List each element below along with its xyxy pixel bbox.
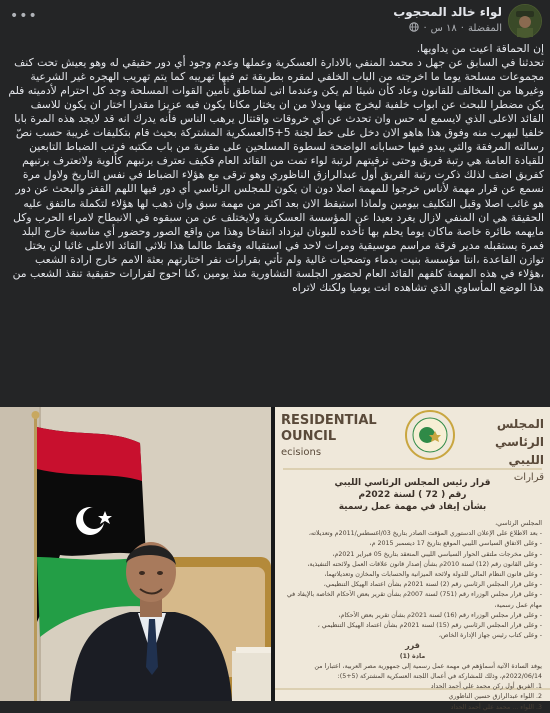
doc-header-en-line: OUNCIL [281,429,337,444]
doc-name-line: 2. اللواء عبدالرازق حسين الناظوري [448,693,542,701]
doc-body-line: - وعلى كتاب رئيس جهاز الإدارة الخاص، [438,632,542,640]
doc-article-text: يوفد السادة الآتية أسماؤهم في مهمة عمل رسمية إلى جمهورية مصر العربية، اعتبارا من 2022/06/14م، وذلك للمشاركة في أعمال اللجنة العسكرية المشتركة (5+5): [314,662,542,681]
doc-header-en-line: RESIDENTIAL [281,413,377,428]
doc-decides: قرر [405,641,420,651]
post-header [0,0,550,40]
globe-icon [409,22,419,35]
doc-name-line: 1. الفريق أول ركن محمد علي أحمد الحداد [430,683,542,691]
doc-title-line: بشأن إيفاد في مهمة عمل رسمية [338,502,487,512]
timestamp[interactable]: ١٨ س [430,23,457,34]
doc-body-line: - وعلى قرار مجلس الوزراء رقم (751) لسنة 2007م بشأن تقرير بعض الأحكام الخاصة بالإيفاد في مهام عمل رسمية، [286,591,542,609]
doc-header-en [281,413,377,461]
doc-title-line: رقم ( 72 ) لسنة 2022م [358,490,467,500]
doc-name-line: 3. اللواء ... محمد علي أحمد الحداد [450,703,542,711]
doc-body-line: المجلس الرئاسي، [495,520,542,527]
separator-dot: · [460,23,464,34]
author-name[interactable]: لواء خالد المحجوب [393,5,502,19]
more-options-icon[interactable]: ••• [10,8,38,24]
doc-body [283,519,542,713]
post-paragraph: تحدثنا في السابق عن جهل د محمد المنفي بالادارة العسكرية وعملها وعدم وجود أي دور حقيقي له وهو يعيش تحت كنف مجموعات مسلحة يوما ما اخرجته من الباب الخلفي لمقره بطريقة تم فيها تهريبه كما يتم تهريب الهجره غير الشرعية وغيرها من المخالف للقانون وعاد كأن شيئا لم يكن وعندما اتى لمناطق تأمين القوات المسلحة وجد كل احترام لأدميته فلم يكن مضطرا للبحث عن ابواب خلفية ليخرج منها وبدلا من ان يختار مكانا يكون فيه عزيزا مقدرا اختار ان يكون للاسف القائد الاعلى الذي لايسمع له حس وان تحدث عن أي خروقات واقتتال يرهب الناس فأنه يدرك انه قد لايجد هذه المرة بابا خلفيا ليهرب منه وفوق هذا هاهو الان دخل على خط لجنة 5+5العسكرية المشتركة بحيث قام بتكليفات غريبة حسب نصّ رسالته المرفقة والتي يبدو فيها حسابانه الواضحة لسطوة المسلحين على مقربة من باب مكتبه فرتب الضباط التابعين للقيادة العامة هي رتبة فريق وحتى ترقيتهم لرتبة لواء تمت من القائد العام فكيف تعترف برتبهم كألوية ولاتعترف برتبهم كفريق اضف لذلك ذكرت رتبة الفريق أول عبدالرازق الناظوري وهو ترقى مع هؤلاء الضباط في نفس التاريخ ولاول مرة نسمع عن قرار مهمة لأناس خرجوا للمهمة اصلا دون ان يكون للمجلس الرئاسي أي دور فيها اللهم القفز والبحث عن دور هو غائب اصلا وقبل التكليف بيومين ولماذا استيقظ الان بعد اكثر من مهمة سبق وان ذهب لها هؤلاء لتكملة مالتفق عليه الحقيقة هي ان المنفي لازال يغرد بعيدا عن المؤسسة العسكرية ولايختلف عن من سبقوه في الانبطاح لامراء الحرب وكل مايهمه طائرة خاصة ماكان يوما يحلم بها تأخده للبونان ليزداد انتفاخا وهذا من واقع الصور وحضور أي مناسبة خارج البلد فمرة يستقبله مدير فرقة مراسم موسيقية ومرات لاحد في استقباله وفقط طالما هذا ثلاثي القائد الاعلى غائبا لن يختل توازن القاعدة ،انتا مؤسسة بنيت بدماء وتضحيات غالية ولم تأتي بقرارات نفر اختارتهم بعثة الامم خارج ارادة الشعب ،هؤلاء في هذه المهمة كلفهم القائد العام لحضور الجلسة التشاورية منذ يومين ،كنا احوج لقرارات حقيقية تنقذ الشعب من هذا الوضع المأساوي الذي تشاهده انت يوميا ولكنك لاتراه [8,56,544,294]
doc-body-line: - وعلى قرار مجلس الوزراء رقم (16) لسنة 2021م بشأن تقرير بعض الأحكام، [338,611,542,619]
doc-body-line: - وعلى القانون رقم (12) لسنة 2010م بشأن إصدار قانون علاقات العمل ولائحته التنفيذية، [307,560,542,568]
doc-body-line: - بعد الاطلاع على الإعلان الدستوري المؤقت الصادر بتاريخ 03/اغسطس/2011م وتعديلاته، [308,530,542,538]
doc-body-line: - وعلى قرار المجلس الرئاسي رقم (15) لسنة 2021م بشأن اعتماد الهيكل التنظيمي ، [317,622,542,630]
doc-article-title: مادة (1) [399,652,426,660]
separator-dot: · [423,23,427,34]
doc-body-line: - وعلى الاتفاق السياسي الليبي الموقع بتاريخ 17 ديسمبر 2015 م، [369,540,542,548]
post-text [8,42,544,295]
doc-body-line: - وعلى قانون النظام المالي للدولة ولائحة الميزانية والحسابات والمخازن وتعديلاتهما، [324,571,542,579]
doc-title-line: قرار رئيس المجلس الرئاسي الليبي [334,478,491,488]
doc-header-en-line: ecisions [281,447,322,458]
privacy-label[interactable]: المفضلة [467,23,502,34]
photo-decision-document[interactable] [275,407,550,711]
post-meta [409,22,502,35]
doc-header-ar-line: قرارات [513,472,544,483]
doc-body-line: - وعلى مخرجات ملتقى الحوار السياسي الليبي المنعقد بتاريخ 05 فبراير 2021م، [332,550,542,558]
doc-header-ar-line: المجلس الرئاسي الليبي [494,417,544,467]
doc-title [275,477,550,513]
post-paragraph: إن الحماقة اعيت من يداويها. [416,42,544,55]
avatar[interactable] [508,4,542,38]
doc-body-line: - وعلى قرار المجلس الرئاسي رقم (2) لسنة 2021م بشأن اعتماد الهيكل التنظيمي، [323,581,542,589]
photo-grid [0,407,550,711]
photo-official-with-flag[interactable] [0,407,271,701]
